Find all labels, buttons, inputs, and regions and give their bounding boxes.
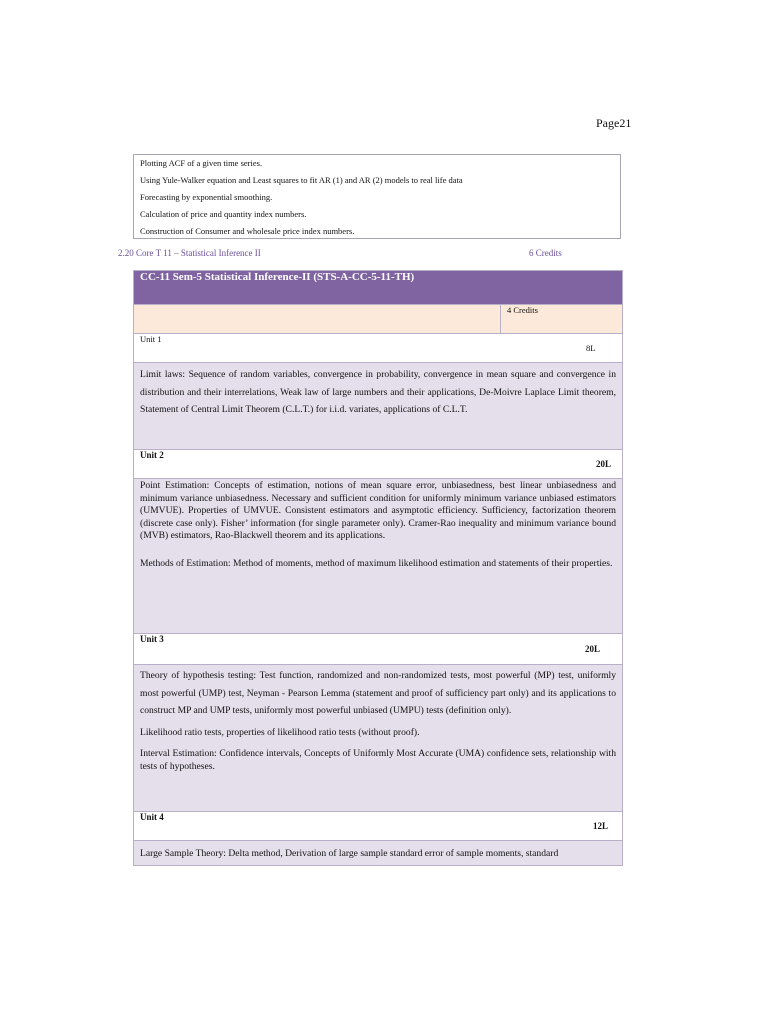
course-title-row: [134, 271, 623, 305]
unit-paragraph: Limit laws: Sequence of random variables, convergence in probability, convergence in mean square and convergence in distribution and their interrelations, Weak law of large numbers and their applications, De-Moivre Laplace Limit theorem, Statement of Central Limit Theorem (C.L.T.) for i.i.d. variates, applications of C.L.T.: [140, 369, 617, 416]
unit-header-row: [134, 812, 623, 841]
page-number: Page21: [596, 116, 632, 130]
course-credit-row: [134, 305, 623, 334]
unit-content-row: [134, 363, 623, 450]
unit-lectures: 12L: [593, 821, 609, 831]
practical-item: Using Yule-Walker equation and Least squares to fit AR (1) and AR (2) models to real life data: [140, 174, 463, 185]
unit-title: Unit 4: [140, 812, 164, 822]
practical-item: Forecasting by exponential smoothing.: [140, 191, 273, 202]
practical-item: Calculation of price and quantity index numbers.: [140, 208, 307, 219]
unit-title: Unit 2: [140, 450, 164, 460]
unit-header-row: [134, 634, 623, 665]
syllabus-table: [133, 270, 623, 866]
practical-item: Construction of Consumer and wholesale price index numbers.: [140, 225, 355, 236]
unit-paragraph: Point Estimation: Concepts of estimation, notions of mean square error, unbiasedness, best linear unbiasedness and minimum variance unbiasedness. Necessary and sufficient condition for uniformly minimum variance unbiased estimators (UMVUE). Properties of UMVUE. Consistent estimators and asymptotic efficiency. Sufficiency, factorization theorem (discrete case only). Fisher’ information (for single parameter only). Cramer-Rao inequality and minimum variance bound (MVB) estimators, Rao-Blackwell theorem and its applications.: [140, 480, 617, 541]
section-heading: 2.20 Core T 11 – Statistical Inference II: [118, 248, 261, 258]
unit-paragraph: Theory of hypothesis testing: Test function, randomized and non-randomized tests, most powerful (MP) test, uniformly most powerful (UMP) test, Neyman - Pearson Lemma (statement and proof of sufficiency part only) and its applications to construct MP and UMP tests, uniformly most powerful unbiased (UMPU) tests (definition only).: [140, 670, 617, 717]
section-heading-line: [118, 248, 570, 258]
unit-content-row: [134, 479, 623, 634]
unit-header-row: [134, 334, 623, 363]
course-title: CC-11 Sem-5 Statistical Inference-II (STS-A-CC-5-11-TH): [134, 271, 623, 305]
unit-lectures: 20L: [596, 459, 612, 469]
section-credits: 6 Credits: [529, 248, 562, 258]
practical-list: [133, 154, 621, 239]
unit-paragraph: Large Sample Theory: Delta method, Derivation of large sample standard error of sample moments, standard: [140, 847, 559, 859]
course-credits: 4 Credits: [501, 305, 623, 334]
unit-paragraph: Interval Estimation: Confidence intervals, Concepts of Uniformly Most Accurate (UMA) confidence sets, relationship with tests of hypotheses.: [140, 748, 617, 772]
unit-header-row: [134, 450, 623, 479]
unit-content-row: [134, 665, 623, 812]
unit-paragraph: Likelihood ratio tests, properties of likelihood ratio tests (without proof).: [140, 726, 420, 738]
unit-paragraph: Methods of Estimation: Method of moments, method of maximum likelihood estimation and statements of their properties.: [140, 557, 613, 569]
unit-title: Unit 3: [140, 634, 164, 644]
practical-item: Plotting ACF of a given time series.: [140, 157, 263, 168]
unit-lectures: 20L: [585, 644, 601, 654]
unit-content-row: [134, 841, 623, 866]
unit-lectures: 8L: [586, 343, 596, 353]
unit-title: Unit 1: [140, 334, 162, 344]
